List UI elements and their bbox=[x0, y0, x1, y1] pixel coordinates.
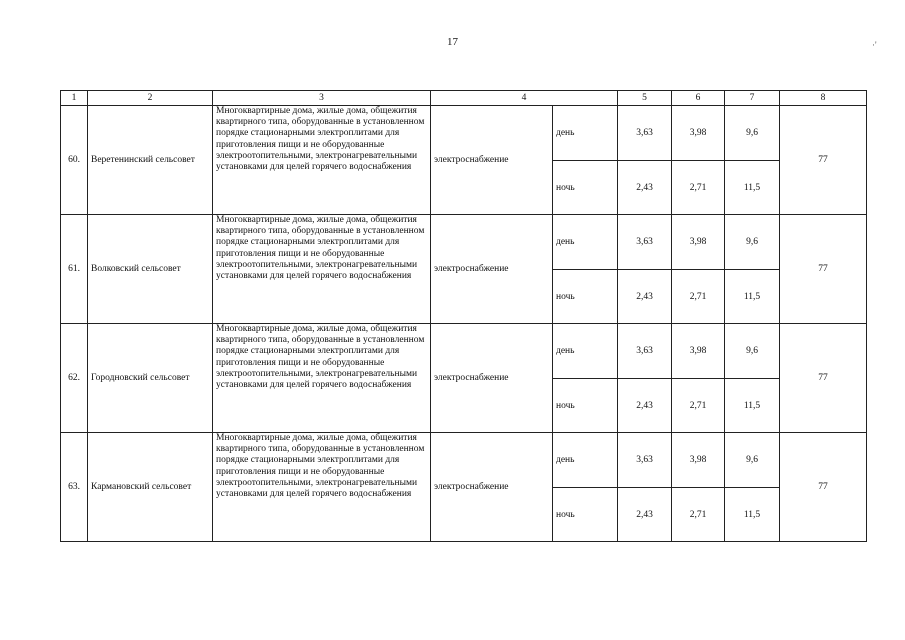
header-cell: 7 bbox=[725, 91, 780, 106]
header-cell: 2 bbox=[88, 91, 213, 106]
settlement-name: Волковский сельсовет bbox=[88, 215, 213, 324]
consumer-category: Многоквартирные дома, жилые дома, общежития квартирного типа, оборудованные в установленном порядке стационарными электроплитами для приготовления пищи и не оборудованные электроотопительными, электронагревательными установками для целей горячего водоснабжения bbox=[213, 433, 431, 542]
row-number: 60. bbox=[61, 106, 88, 215]
value-col-5: 2,43 bbox=[618, 270, 672, 324]
value-col-6: 3,98 bbox=[672, 106, 725, 161]
period-label: день bbox=[553, 106, 618, 161]
header-cell: 8 bbox=[780, 91, 867, 106]
table-row bbox=[61, 106, 867, 161]
value-col-5: 3,63 bbox=[618, 433, 672, 488]
value-col-6: 2,71 bbox=[672, 161, 725, 215]
value-col-7: 9,6 bbox=[725, 324, 780, 379]
period-label: день bbox=[553, 324, 618, 379]
value-col-6: 2,71 bbox=[672, 379, 725, 433]
consumer-category: Многоквартирные дома, жилые дома, общежития квартирного типа, оборудованные в установленном порядке стационарными электроплитами для приготовления пищи и не оборудованные электроотопительными, электронагревательными установками для целей горячего водоснабжения bbox=[213, 324, 431, 433]
header-cell: 4 bbox=[431, 91, 618, 106]
value-col-7: 9,6 bbox=[725, 106, 780, 161]
value-col-8: 77 bbox=[780, 106, 867, 215]
page-number: 17 bbox=[447, 36, 458, 48]
header-cell: 1 bbox=[61, 91, 88, 106]
value-col-7: 9,6 bbox=[725, 215, 780, 270]
value-col-8: 77 bbox=[780, 433, 867, 542]
period-label: день bbox=[553, 433, 618, 488]
value-col-5: 2,43 bbox=[618, 161, 672, 215]
value-col-8: 77 bbox=[780, 324, 867, 433]
table-row bbox=[61, 433, 867, 488]
service-type: электроснабжение bbox=[431, 215, 553, 324]
service-type: электроснабжение bbox=[431, 324, 553, 433]
header-cell: 5 bbox=[618, 91, 672, 106]
scan-mark: ·' bbox=[872, 40, 877, 50]
consumer-category: Многоквартирные дома, жилые дома, общежития квартирного типа, оборудованные в установленном порядке стационарными электроплитами для приготовления пищи и не оборудованные электроотопительными, электронагревательными установками для целей горячего водоснабжения bbox=[213, 215, 431, 324]
value-col-5: 3,63 bbox=[618, 215, 672, 270]
value-col-6: 2,71 bbox=[672, 488, 725, 542]
row-number: 62. bbox=[61, 324, 88, 433]
header-cell: 6 bbox=[672, 91, 725, 106]
value-col-6: 2,71 bbox=[672, 270, 725, 324]
value-col-5: 3,63 bbox=[618, 106, 672, 161]
value-col-6: 3,98 bbox=[672, 324, 725, 379]
consumer-category: Многоквартирные дома, жилые дома, общежития квартирного типа, оборудованные в установленном порядке стационарными электроплитами для приготовления пищи и не оборудованные электроотопительными, электронагревательными установками для целей горячего водоснабжения bbox=[213, 106, 431, 215]
value-col-8: 77 bbox=[780, 215, 867, 324]
table-header-row bbox=[61, 91, 867, 106]
value-col-7: 11,5 bbox=[725, 488, 780, 542]
row-number: 61. bbox=[61, 215, 88, 324]
value-col-7: 11,5 bbox=[725, 379, 780, 433]
row-number: 63. bbox=[61, 433, 88, 542]
value-col-5: 2,43 bbox=[618, 488, 672, 542]
service-type: электроснабжение bbox=[431, 106, 553, 215]
value-col-7: 9,6 bbox=[725, 433, 780, 488]
table-row bbox=[61, 324, 867, 379]
table-row bbox=[61, 215, 867, 270]
settlement-name: Городновский сельсовет bbox=[88, 324, 213, 433]
period-label: день bbox=[553, 215, 618, 270]
settlement-name: Веретенинский сельсовет bbox=[88, 106, 213, 215]
period-label: ночь bbox=[553, 161, 618, 215]
service-type: электроснабжение bbox=[431, 433, 553, 542]
value-col-7: 11,5 bbox=[725, 270, 780, 324]
header-cell: 3 bbox=[213, 91, 431, 106]
period-label: ночь bbox=[553, 488, 618, 542]
value-col-5: 3,63 bbox=[618, 324, 672, 379]
value-col-6: 3,98 bbox=[672, 433, 725, 488]
settlement-name: Кармановский сельсовет bbox=[88, 433, 213, 542]
value-col-6: 3,98 bbox=[672, 215, 725, 270]
tariff-table bbox=[60, 90, 867, 542]
period-label: ночь bbox=[553, 270, 618, 324]
value-col-5: 2,43 bbox=[618, 379, 672, 433]
period-label: ночь bbox=[553, 379, 618, 433]
value-col-7: 11,5 bbox=[725, 161, 780, 215]
